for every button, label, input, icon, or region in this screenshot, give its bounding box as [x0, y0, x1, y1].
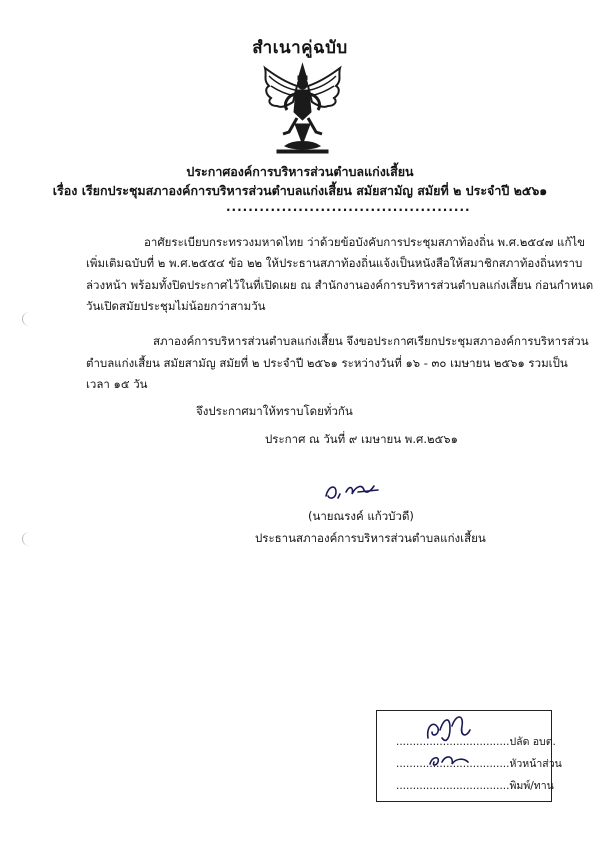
signer-position: ประธานสภาองค์การบริหารส่วนตำบลแก่งเสี้ยน	[255, 531, 486, 545]
para1-line-4: วันเปิดสมัยประชุมไม่น้อยกว่าสามวัน	[86, 299, 266, 313]
closing-line: จึงประกาศมาให้ทราบโดยทั่วกัน	[196, 404, 353, 418]
approval-row-dots: ..................................	[396, 758, 510, 770]
signer-name: (นายณรงค์ แก้วบัวดี)	[308, 509, 414, 523]
approval-row-3	[396, 777, 554, 794]
announcement-title: ประกาศองค์การบริหารส่วนตำบลแก่งเสี้ยน	[186, 164, 414, 179]
garuda-emblem-icon	[255, 62, 350, 157]
para1-line-3: ล่วงหน้า พร้อมทั้งปิดประกาศไว้ในที่เปิดเผย ณ สำนักงานองค์การบริหารส่วนตำบลแก่งเสี้ยน ก่อนกำหนด	[86, 278, 594, 292]
approval-row-2	[396, 755, 562, 772]
approval-row-label: หัวหน้าส่วน	[509, 758, 562, 770]
date-line: ประกาศ ณ วันที่ ๙ เมษายน พ.ศ.๒๕๖๑	[265, 432, 458, 446]
punch-hole-bottom	[22, 532, 37, 546]
para2-line-2: ตำบลแก่งเสี้ยน สมัยสามัญ สมัยที่ ๒ ประจำปี ๒๕๖๑ ระหว่างวันที่ ๑๖ - ๓๐ เมษายน ๒๕๖๑ รวมเป็น	[86, 356, 568, 370]
para1-line-1: อาศัยระเบียบกระทรวงมหาดไทย ว่าด้วยข้อบังคับการประชุมสภาท้องถิ่น พ.ศ.๒๕๔๗ แก้ไข	[144, 235, 586, 249]
para1-line-2: เพิ่มเติมฉบับที่ ๒ พ.ศ.๒๕๕๔ ข้อ ๒๒ ให้ประธานสภาท้องถิ่นแจ้งเป็นหนังสือให้สมาชิกสภาท้องถิ่นทราบ	[86, 256, 583, 270]
copy-title: สำเนาคู่ฉบับ	[252, 38, 348, 58]
approval-row-label: ปลัด อบต.	[509, 736, 556, 748]
approval-row-dots: ..................................	[396, 736, 510, 748]
punch-hole-top	[22, 312, 37, 326]
approval-row-dots: ..................................	[396, 780, 510, 792]
para2-line-1: สภาองค์การบริหารส่วนตำบลแก่งเสี้ยน จึงขอประกาศเรียกประชุมสภาองค์การบริหารส่วน	[153, 334, 589, 348]
initial-signature-2-icon	[424, 750, 474, 772]
initial-signature-icon	[420, 708, 480, 756]
approval-row-label: พิมพ์/ทาน	[509, 780, 554, 792]
signature-icon	[322, 478, 382, 508]
para2-line-3: เวลา ๑๕ วัน	[86, 377, 148, 391]
separator-dots: ............................................	[226, 200, 471, 214]
subject-line: เรื่อง เรียกประชุมสภาองค์การบริหารส่วนตำบลแก่งเสี้ยน สมัยสามัญ สมัยที่ ๒ ประจำปี ๒๕๖๑	[52, 183, 548, 198]
